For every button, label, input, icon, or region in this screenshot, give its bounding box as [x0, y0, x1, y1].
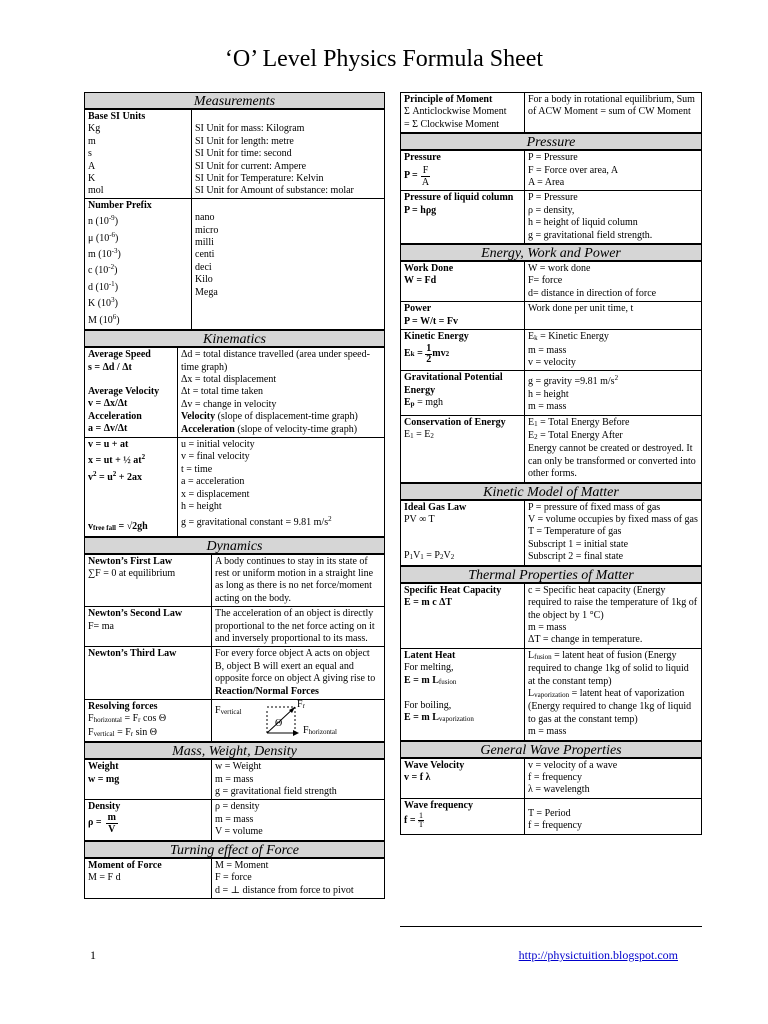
power-formula: P = W/t = Fv: [404, 315, 458, 327]
newton-second-law-desc: The acceleration of an object is directly proportional to the net force acting on it and inversely proportional to its mass.: [212, 607, 385, 647]
kinematics-variable: x = displacement: [181, 488, 250, 500]
weight-label: Weight: [88, 761, 119, 773]
specific-heat-definition: m = mass: [528, 622, 567, 633]
kinematics-variable: g = gravitational constant = 9.81 $m/s^2$: [181, 515, 332, 529]
turning-table: [84, 858, 385, 899]
kinematics-variable: v = final velocity: [181, 451, 250, 463]
prefix-symbol: K $(10^3)$: [88, 296, 118, 310]
latent-melting-label: For melting,: [404, 662, 454, 674]
wave-velocity-label: Wave Velocity: [404, 759, 465, 771]
resolving-horizontal: Fhorizontal = Fr cos Θ: [88, 713, 167, 725]
si-unit-desc: SI Unit for mass: Kilogram: [195, 123, 305, 135]
kinematics-heading: Kinematics: [84, 330, 385, 347]
weight-formula: w = mg: [88, 773, 120, 785]
power-label: Power: [404, 303, 432, 315]
kinematics-definition: Δv = change in velocity: [181, 398, 277, 410]
footer-link[interactable]: http://physictuition.blogspot.com: [518, 948, 678, 962]
gpe-label: Gravitational Potential Energy: [404, 372, 503, 396]
prefix-name: Mega: [195, 286, 218, 298]
work-definition: W = work done: [528, 263, 591, 275]
density-definition: m = mass: [215, 813, 254, 825]
power-definition: Work done per unit time, t: [528, 303, 634, 315]
work-done-label: Work Done: [404, 263, 454, 275]
kinematics-variable: t = time: [181, 463, 213, 475]
latent-mass-def: m = mass: [528, 726, 567, 738]
energy-heading: Energy, Work and Power: [400, 244, 702, 261]
newton-first-law-desc: A body continues to stay in its state of rest or uniform motion in a straight line as long as there is no net force/moment acting on the body.: [212, 554, 385, 607]
wave-frequency-formula: f = $\frac{1}{T}$: [404, 811, 424, 830]
mass-table: [84, 759, 385, 840]
prefix-name: Kilo: [195, 274, 213, 286]
resolving-forces-label: Resolving forces: [88, 701, 158, 713]
eq-x-ut: x = ut + ½ $at^2$: [88, 453, 146, 467]
weight-definition: m = mass: [215, 773, 254, 785]
kinetic-energy-formula: E k = $\frac{1}{2}$ mv 2: [404, 342, 450, 365]
latent-vaporization-def: Lvaporization = latent heat of vaporization (Energy required to change 1kg of liquid to gas at the constant temp): [528, 688, 692, 725]
gpe-definition: m = mass: [528, 401, 567, 413]
newton-second-law-label: Newton’s Second Law: [88, 608, 183, 620]
si-unit-symbol: Kg: [88, 123, 101, 135]
gpe-formula: Ep = mgh: [404, 397, 443, 409]
work-definition: F= force: [528, 275, 563, 287]
velocity-slope: Velocity (slope of displacement-time graph): [181, 411, 358, 423]
si-unit-desc: SI Unit for time: second: [195, 148, 292, 160]
kinetic-model-table: [400, 500, 702, 566]
turning-effect-heading: Turning effect of Force: [84, 841, 385, 858]
wave-velocity-definition: f = frequency: [528, 772, 582, 784]
pressure-table: [400, 150, 702, 244]
energy-table: [400, 261, 702, 483]
kinematics-variable: a = acceleration: [181, 476, 245, 488]
eq-v-u-at: v = u + at: [88, 438, 129, 450]
left-column: [84, 92, 385, 899]
si-unit-desc: SI Unit for current: Ampere: [195, 160, 307, 172]
prefix-name: micro: [195, 224, 219, 236]
eq-v2: $v^2 = u^2 + 2ax$: [88, 469, 142, 483]
newton-third-law-label: Newton’s Third Law: [88, 648, 177, 660]
latent-fusion-def: Lfusion = latent heat of fusion (Energy required to change 1kg of solid to liquid at the constant temp): [528, 649, 689, 687]
prefix-name: nano: [195, 212, 215, 224]
avg-speed-label: Average Speed: [88, 349, 151, 361]
measurements-heading: Measurements: [84, 92, 385, 109]
specific-heat-definition: ΔT = change in temperature.: [528, 634, 643, 646]
latent-melting-formula: E = m Lfusion: [404, 674, 457, 686]
newton-first-law-formula: ∑F = 0 at equilibrium: [88, 567, 176, 579]
principle-line1: Σ Anticlockwise Moment: [404, 106, 507, 118]
reaction-forces: Reaction/Normal Forces: [215, 685, 319, 697]
weight-definition: w = Weight: [215, 761, 262, 773]
right-column: [400, 92, 702, 835]
dynamics-heading: Dynamics: [84, 537, 385, 554]
thermal-heading: Thermal Properties of Matter: [400, 566, 702, 583]
diagram-theta: Θ: [275, 718, 283, 730]
liquid-pressure-formula: P = hρg: [404, 204, 437, 216]
prefix-name: centi: [195, 249, 215, 261]
avg-speed-formula: s = Δd / Δt: [88, 361, 132, 373]
principle-table: [400, 92, 702, 133]
pressure-heading: Pressure: [400, 133, 702, 150]
conservation-energy-formula: E1 = E2: [404, 428, 434, 440]
gpe-definition: g = gravity =9.81 $m/s^2$: [528, 374, 619, 388]
si-unit-symbol: mol: [88, 185, 104, 197]
gas-law-definition: P = pressure of fixed mass of gas: [528, 501, 661, 513]
work-done-formula: W = Fd: [404, 275, 437, 287]
page-title: ‘O’ Level Physics Formula Sheet: [224, 46, 544, 72]
resolving-vertical: Fvertical = Fr sin Θ: [88, 726, 158, 738]
principle-line2: = Σ Clockwise Moment: [404, 118, 500, 130]
liquid-pressure-definition: ρ = density,: [528, 204, 575, 216]
ideal-gas-formula: PV ∞ T: [404, 513, 435, 525]
conservation-energy-label: Conservation of Energy: [404, 416, 506, 428]
eq-free-fall: vfree fall = √2gh: [88, 521, 148, 533]
base-si-label: Base SI Units: [88, 111, 146, 122]
diagram-f-vertical: Fvertical: [215, 705, 242, 717]
liquid-pressure-label: Pressure of liquid column: [404, 192, 514, 204]
wave-frequency-definition: T = Period: [528, 807, 571, 819]
wave-velocity-definition: λ = wavelength: [528, 784, 590, 796]
kinetic-energy-label: Kinetic Energy: [404, 331, 469, 343]
diagram-f-resultant: Fr: [297, 699, 305, 711]
pressure-definition: A = Area: [528, 177, 565, 189]
dynamics-table: [84, 554, 385, 743]
boyles-law-formula: P1V1 = P2V2: [404, 550, 455, 562]
wave-table: [400, 758, 702, 835]
si-unit-desc: SI Unit for Temperature: Kelvin: [195, 173, 324, 185]
pressure-label: Pressure: [404, 152, 441, 164]
force-resolution-diagram: [215, 701, 381, 739]
newton-third-law-desc: For every force object A acts on object B, object B will exert an equal and opposite force on object A giving rise to: [215, 648, 376, 685]
pressure-formula: P = $\frac{F}{A}$: [404, 164, 430, 188]
si-unit-desc: SI Unit for Amount of substance: molar: [195, 185, 354, 197]
prefix-symbol: d $(10^{-1})$: [88, 279, 119, 293]
prefix-name: milli: [195, 237, 214, 249]
si-unit-symbol: A: [88, 160, 96, 172]
gas-law-definition: Subscript 2 = final state: [528, 551, 624, 563]
latent-boiling-label: For boiling,: [404, 700, 452, 712]
wave-velocity-definition: v = velocity of a wave: [528, 759, 618, 771]
avg-velocity-label: Average Velocity: [88, 385, 160, 397]
acceleration-slope: Acceleration (slope of velocity-time graph): [181, 423, 358, 435]
prefix-name: deci: [195, 261, 212, 273]
bottom-rule: [400, 926, 702, 927]
prefix-symbol: μ $(10^{-6})$: [88, 230, 119, 244]
gas-law-definition: V = volume occupies by fixed mass of gas: [528, 513, 698, 525]
density-formula: ρ = $\frac{m}{V}$: [88, 811, 116, 835]
gpe-definition: h = height: [528, 388, 569, 400]
prefix-symbol: M $(10^6)$: [88, 312, 120, 326]
specific-heat-label: Specific Heat Capacity: [404, 584, 502, 596]
wave-heading: General Wave Properties: [400, 741, 702, 758]
pressure-definition: F = Force over area, A: [528, 164, 619, 176]
page-number: 1: [90, 948, 96, 962]
thermal-table: [400, 583, 702, 741]
kinematics-table: [84, 347, 385, 536]
liquid-pressure-definition: P = Pressure: [528, 192, 578, 204]
prefix-symbol: c $(10^{-2})$: [88, 263, 118, 277]
specific-heat-formula: E = m c ΔT: [404, 597, 453, 609]
moment-definition: M = Moment: [215, 859, 269, 871]
specific-heat-definition: c = Specific heat capacity (Energy required to raise the temperature of 1kg of the object by 1 °C): [528, 584, 698, 621]
prefix-label: Number Prefix: [88, 199, 152, 211]
density-definition: ρ = density: [215, 801, 260, 813]
density-label: Density: [88, 801, 121, 813]
ideal-gas-law-label: Ideal Gas Law: [404, 501, 467, 513]
gas-law-definition: Subscript 1 = initial state: [528, 538, 629, 550]
ke-definition: v = velocity: [528, 356, 576, 368]
kinematics-variable: h = height: [181, 500, 222, 512]
gas-law-definition: T = Temperature of gas: [528, 526, 622, 538]
mass-weight-density-heading: Mass, Weight, Density: [84, 742, 385, 759]
prefix-symbol: n $(10^{-9})$: [88, 214, 119, 228]
measurements-table: [84, 109, 385, 330]
moment-definition: d = ⊥ distance from force to pivot: [215, 884, 354, 896]
cons-def-e1: E1 = Total Energy Before: [528, 416, 630, 428]
kinematics-variable: u = initial velocity: [181, 438, 255, 450]
liquid-pressure-definition: h = height of liquid column: [528, 217, 638, 229]
newton-second-law-formula: F= ma: [88, 620, 114, 632]
conservation-note: Energy cannot be created or destroyed. It can only be transformed or converted into other forms.: [528, 443, 696, 480]
wave-frequency-definition: f = frequency: [528, 820, 582, 832]
liquid-pressure-definition: g = gravitational field strength.: [528, 229, 653, 241]
moment-formula: M = F d: [88, 872, 121, 884]
density-definition: V = volume: [215, 826, 263, 838]
moment-definition: F = force: [215, 872, 252, 884]
principle-desc: For a body in rotational equilibrium, Sum of ACW Moment = sum of CW Moment: [525, 93, 702, 133]
si-unit-symbol: m: [88, 135, 96, 147]
newton-first-law-label: Newton’s First Law: [88, 555, 173, 567]
cons-def-e2: E2 = Total Energy After: [528, 429, 623, 441]
avg-velocity-formula: v = Δx/Δt: [88, 398, 128, 410]
weight-definition: g = gravitational field strength: [215, 786, 337, 798]
latent-boiling-formula: E = m Lvaporization: [404, 712, 474, 724]
pressure-definition: P = Pressure: [528, 152, 578, 164]
kinematics-definition: Δt = total time taken: [181, 386, 264, 398]
moment-of-force-label: Moment of Force: [88, 859, 162, 871]
si-unit-symbol: s: [88, 148, 92, 160]
diagram-f-horizontal: Fhorizontal: [303, 725, 337, 737]
si-unit-symbol: K: [88, 173, 96, 185]
work-definition: d= distance in direction of force: [528, 287, 657, 299]
wave-velocity-formula: v = f λ: [404, 772, 431, 784]
ke-def-ek: Ek = Kinetic Energy: [528, 331, 609, 343]
kinetic-model-heading: Kinetic Model of Matter: [400, 483, 702, 500]
ke-definition: m = mass: [528, 344, 567, 356]
kinematics-definition: Δx = total displacement: [181, 373, 277, 385]
acceleration-label: Acceleration: [88, 410, 142, 422]
principle-of-moment-label: Principle of Moment: [404, 94, 493, 105]
acceleration-formula: a = Δv/Δt: [88, 423, 128, 435]
si-unit-desc: SI Unit for length: metre: [195, 135, 294, 147]
latent-heat-label: Latent Heat: [404, 649, 456, 661]
kinematics-definition: Δd = total distance travelled (area under speed-time graph): [181, 349, 370, 373]
wave-frequency-label: Wave frequency: [404, 799, 473, 811]
prefix-symbol: m $(10^{-3})$: [88, 247, 121, 261]
